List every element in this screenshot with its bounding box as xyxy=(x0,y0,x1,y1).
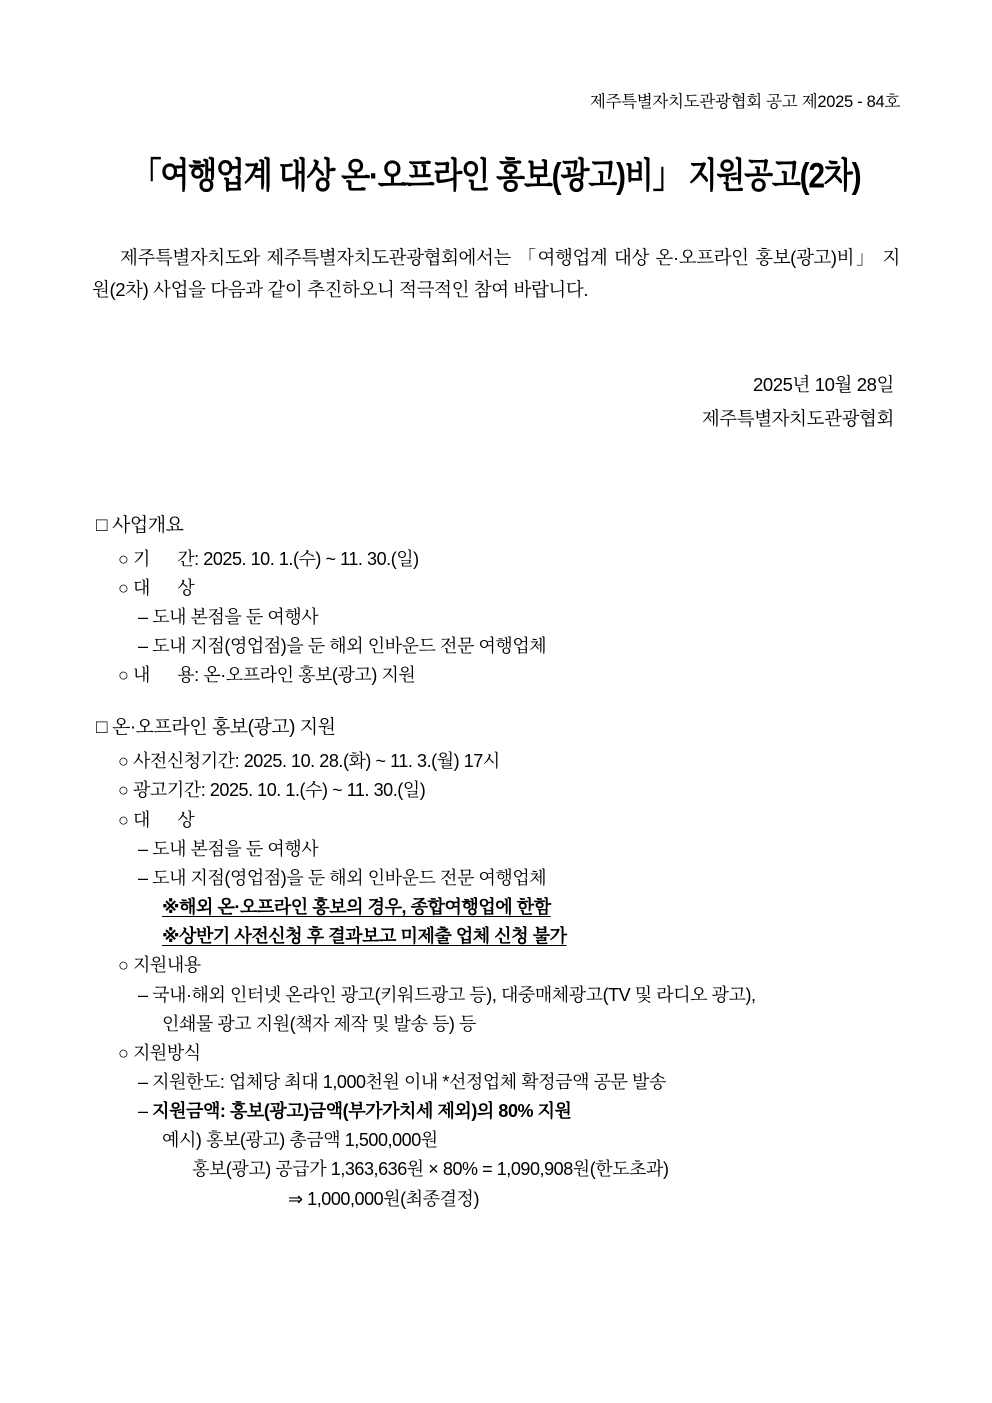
list-item-text: 도내 지점(영업점)을 둔 해외 인바운드 전문 여행업체 xyxy=(152,867,547,888)
list-item-text: ⇒ 1,000,000원(최종결정) xyxy=(288,1188,479,1209)
section-heading-label: 온·오프라인 홍보(광고) 지원 xyxy=(112,717,336,739)
document-section xyxy=(92,510,900,691)
list-item xyxy=(92,922,900,951)
list-item xyxy=(92,1039,900,1068)
list-item xyxy=(92,574,900,603)
signature-date: 2025년 10월 28일 xyxy=(752,373,894,395)
list-item xyxy=(92,632,900,661)
list-item xyxy=(92,776,900,805)
section-heading-label: 사업개요 xyxy=(112,514,184,536)
list-item xyxy=(92,1010,900,1039)
circle-bullet-icon: ○ xyxy=(118,1042,133,1063)
section-heading xyxy=(92,712,900,739)
list-item-text: 지원방식 xyxy=(132,1042,201,1063)
intro-text: 제주특별자치도와 제주특별자치도관광협회에서는 「여행업계 대상 온·오프라인 홍보(광고)비」 지원(2차) 사업을 다음과 같이 추진하오니 적극적인 참여 바랍니다. xyxy=(92,247,900,301)
list-item-text: 도내 본점을 둔 여행사 xyxy=(152,606,319,627)
list-item-text: ※상반기 사전신청 후 결과보고 미제출 업체 신청 불가 xyxy=(162,926,567,947)
dash-bullet-icon: – xyxy=(138,838,153,859)
dash-bullet-icon: – xyxy=(138,984,153,1005)
circle-bullet-icon: ○ xyxy=(118,751,133,772)
dash-bullet-icon: – xyxy=(138,606,153,627)
circle-bullet-icon: ○ xyxy=(118,955,133,976)
signature-org: 제주특별자치도관광협회 xyxy=(701,408,894,430)
dash-bullet-icon: – xyxy=(138,867,153,888)
page-title: 「여행업계 대상 온·오프라인 홍보(광고)비」 지원공고(2차) xyxy=(131,156,861,196)
sections-container xyxy=(92,510,900,1214)
square-bullet-icon: □ xyxy=(96,514,107,536)
list-item-text: 지원한도: 업체당 최대 1,000천원 이내 *선정업체 확정금액 공문 발송 xyxy=(152,1072,666,1092)
list-item xyxy=(92,1097,900,1126)
list-item-text: 지원금액: 홍보(광고)금액(부가가치세 제외)의 80% 지원 xyxy=(152,1101,572,1122)
list-item-text: 사전신청기간: 2025. 10. 28.(화) ~ 11. 3.(월) 17시 xyxy=(132,751,500,772)
list-item xyxy=(92,893,900,922)
list-item xyxy=(92,1126,900,1155)
intro-paragraph xyxy=(92,242,900,307)
list-item-text: 도내 본점을 둔 여행사 xyxy=(152,838,319,859)
list-item-text: 대 상 xyxy=(132,577,195,598)
list-item xyxy=(92,1185,900,1214)
list-item-text: 광고기간: 2025. 10. 1.(수) ~ 11. 30.(일) xyxy=(132,780,426,801)
list-item xyxy=(92,545,900,574)
list-item-text: 기 간: 2025. 10. 1.(수) ~ 11. 30.(일) xyxy=(132,548,419,569)
list-item xyxy=(92,806,900,835)
section-item-list xyxy=(92,545,900,691)
list-item-text: 홍보(광고) 공급가 1,363,636원 × 80% = 1,090,908원(한도초과) xyxy=(192,1159,669,1180)
document-section xyxy=(92,712,900,1214)
circle-bullet-icon: ○ xyxy=(118,780,133,801)
list-item xyxy=(92,981,900,1010)
list-item-text: 지원내용 xyxy=(132,955,201,976)
list-item-text: 예시) 홍보(광고) 총금액 1,500,000원 xyxy=(162,1130,438,1151)
square-bullet-icon: □ xyxy=(96,717,107,739)
section-heading xyxy=(92,510,900,537)
list-item-text: 내 용: 온·오프라인 홍보(광고) 지원 xyxy=(132,665,416,686)
list-item xyxy=(92,1068,900,1097)
list-item-text: 인쇄물 광고 지원(책자 제작 및 발송 등) 등 xyxy=(162,1013,476,1034)
list-item xyxy=(92,1155,900,1184)
list-item xyxy=(92,603,900,632)
list-item xyxy=(92,661,900,690)
circle-bullet-icon: ○ xyxy=(118,809,133,830)
circle-bullet-icon: ○ xyxy=(118,577,133,598)
list-item-text: 국내·해외 인터넷 온라인 광고(키워드광고 등), 대중매체광고(TV 및 라디오 광고), xyxy=(152,984,756,1005)
dash-bullet-icon: – xyxy=(138,635,153,656)
dash-bullet-icon: – xyxy=(138,1101,153,1122)
list-item-text: 도내 지점(영업점)을 둔 해외 인바운드 전문 여행업체 xyxy=(152,635,547,656)
list-item xyxy=(92,864,900,893)
dash-bullet-icon: – xyxy=(138,1072,153,1092)
list-item xyxy=(92,747,900,776)
list-item-text: ※해외 온·오프라인 홍보의 경우, 종합여행업에 한함 xyxy=(162,897,551,918)
list-item xyxy=(92,835,900,864)
list-item-text: 대 상 xyxy=(132,809,195,830)
signature-block xyxy=(92,369,900,436)
circle-bullet-icon: ○ xyxy=(118,665,133,686)
document-number: 제주특별자치도관광협회 공고 제2025 - 84호 xyxy=(589,93,900,111)
circle-bullet-icon: ○ xyxy=(118,548,133,569)
section-item-list xyxy=(92,747,900,1214)
list-item xyxy=(92,951,900,980)
